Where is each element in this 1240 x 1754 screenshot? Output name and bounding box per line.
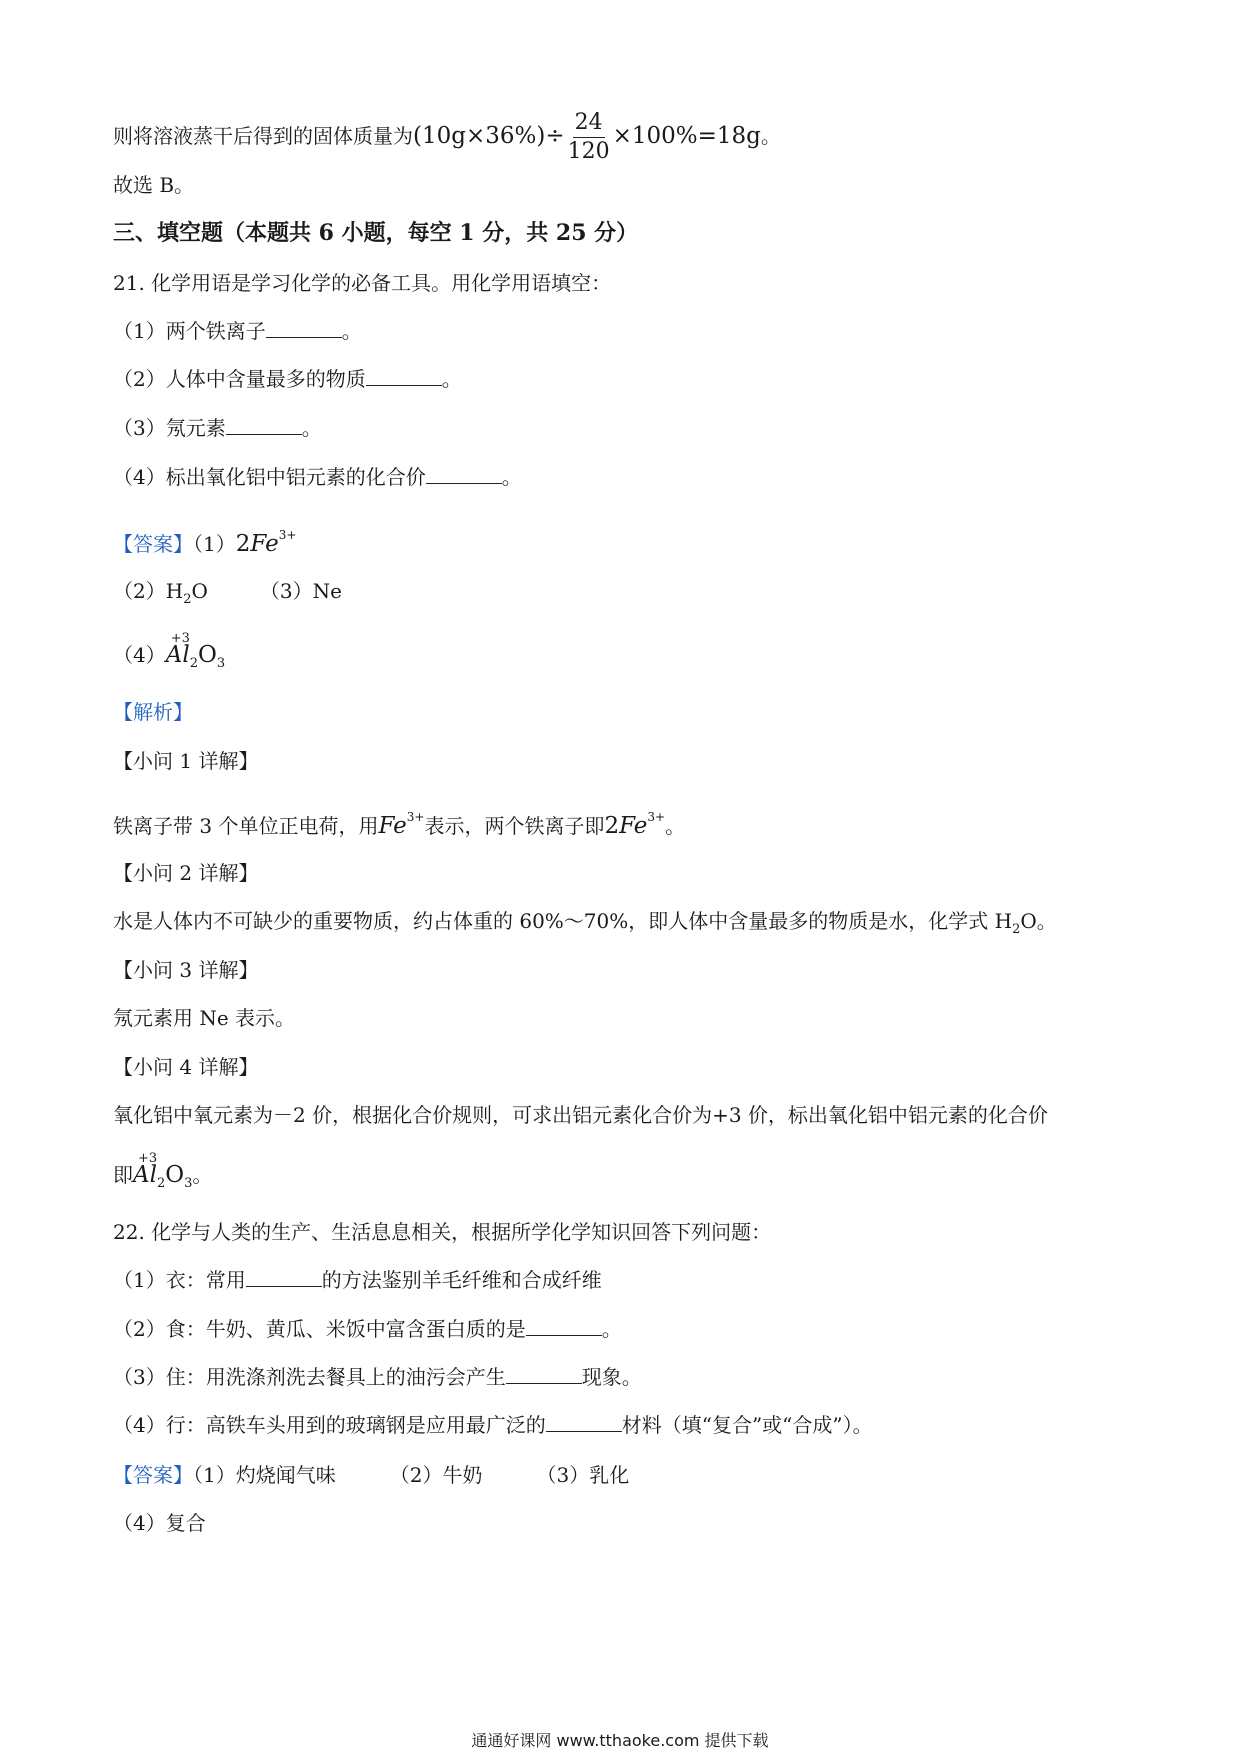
detail-4-title: 【小问 4 详解】 xyxy=(113,1055,259,1079)
formula-subscript: 3 xyxy=(216,656,226,671)
answer-blank xyxy=(226,416,302,435)
answer-label: （4） xyxy=(113,643,166,667)
answer-3: （3）Ne xyxy=(259,579,342,603)
item-text: （2）食：牛奶、黄瓜、米饭中富含蛋白质的是 xyxy=(113,1317,526,1341)
fraction-numerator: 24 xyxy=(573,112,605,138)
answer-2: （2）牛奶 xyxy=(389,1463,483,1487)
formula-subscript: 2 xyxy=(1012,922,1021,937)
q22-item-3 xyxy=(113,1362,642,1392)
fraction-denominator: 120 xyxy=(567,139,610,164)
detail-2-title: 【小问 2 详解】 xyxy=(113,861,259,885)
q22-item-4 xyxy=(113,1410,873,1440)
item-end: 。 xyxy=(301,416,322,440)
detail-1-title: 【小问 1 详解】 xyxy=(113,749,259,773)
item-text: （1）两个铁离子 xyxy=(113,319,266,343)
item-text: （3）住：用洗涤剂洗去餐具上的油污会产生 xyxy=(113,1365,506,1389)
answer-blank xyxy=(526,1317,602,1336)
section-title: 三、填空题（本题共 6 小题，每空 1 分，共 25 分） xyxy=(113,220,639,246)
q21-item-1 xyxy=(113,316,362,346)
ion-coefficient: 2 xyxy=(235,531,251,557)
calc-expr-close: ×100%=18g xyxy=(612,123,761,149)
detail-3-title: 【小问 3 详解】 xyxy=(113,958,259,982)
valence-mark: +3 xyxy=(170,631,190,646)
q21-item-3 xyxy=(113,413,322,443)
ion-symbol: Fe xyxy=(619,813,648,839)
formula-al: Al xyxy=(165,642,190,668)
page-footer: 通通好课网 www.tthaoke.com 提供下载 xyxy=(471,1731,769,1750)
detail-3-text: 氖元素用 Ne 表示。 xyxy=(113,1006,296,1030)
q21-stem: 21. 化学用语是学习化学的必备工具。用化学用语填空： xyxy=(113,271,612,295)
item-text: （4）标出氧化铝中铝元素的化合价 xyxy=(113,465,426,489)
calc-line xyxy=(113,112,781,163)
answer-blank xyxy=(366,367,442,386)
detail-text: 水是人体内不可缺少的重要物质，约占体重的 60%～70%，即人体中含量最多的物质是水，化学式 H xyxy=(113,909,1013,933)
answer-1: （1）灼烧闻气味 xyxy=(193,1463,336,1487)
calc-expr-open: (10g×36%)÷ xyxy=(413,123,565,149)
answer-3: （3）乳化 xyxy=(536,1463,630,1487)
q21-item-4 xyxy=(113,462,522,492)
formula-subscript: 2 xyxy=(156,1176,166,1191)
formula-o: O xyxy=(191,579,208,603)
q22-stem: 22. 化学与人类的生产、生活息息相关，根据所学化学知识回答下列问题： xyxy=(113,1220,772,1244)
q22-item-1 xyxy=(113,1265,602,1295)
detail-2-text xyxy=(113,906,1057,945)
answer-tag: 【答案】 xyxy=(113,532,193,556)
detail-text: 表示，两个铁离子即 xyxy=(424,814,605,838)
item-text: （4）行：高铁车头用到的玻璃钢是应用最广泛的 xyxy=(113,1413,546,1437)
q22-item-2 xyxy=(113,1314,622,1344)
fraction xyxy=(568,112,610,163)
valence-formula xyxy=(165,631,190,670)
formula-h: H xyxy=(165,579,184,603)
calc-suffix: 。 xyxy=(760,124,781,148)
answer-blank xyxy=(266,319,342,338)
q21-answer-line-3 xyxy=(113,631,226,679)
detail-text: 铁离子带 3 个单位正电荷，用 xyxy=(113,814,379,838)
formula-subscript: 2 xyxy=(183,592,192,607)
formula-al: Al xyxy=(133,1162,157,1188)
calc-prefix: 则将溶液蒸干后得到的固体质量为 xyxy=(113,124,413,148)
item-end: 。 xyxy=(441,367,462,391)
q22-answer-line-1 xyxy=(113,1460,629,1490)
item-end: 的方法鉴别羊毛纤维和合成纤维 xyxy=(321,1268,602,1292)
detail-1-text xyxy=(113,802,685,841)
ion-coefficient: 2 xyxy=(604,813,620,839)
formula-subscript: 2 xyxy=(189,656,198,671)
detail-text: 即 xyxy=(113,1163,133,1187)
answer-label: （2） xyxy=(113,579,166,603)
valence-mark: +3 xyxy=(138,1151,158,1166)
ion-symbol: Fe xyxy=(250,531,279,557)
q21-answer-line-2 xyxy=(113,576,342,615)
item-end: 材料（填“复合”或“合成”）。 xyxy=(621,1413,873,1437)
ion-charge: 3+ xyxy=(278,528,297,542)
item-end: 。 xyxy=(341,319,362,343)
formula-o: O xyxy=(165,1162,185,1188)
answer-blank xyxy=(246,1268,322,1287)
choose-line: 故选 B。 xyxy=(113,173,195,197)
item-text: （2）人体中含量最多的物质 xyxy=(113,367,366,391)
answer-blank xyxy=(426,465,502,484)
valence-formula xyxy=(133,1151,158,1190)
answer-blank xyxy=(546,1413,622,1432)
formula-o: O xyxy=(197,642,217,668)
ion-symbol: Fe xyxy=(378,813,407,839)
formula-subscript: 3 xyxy=(184,1176,193,1191)
ion-charge: 3+ xyxy=(647,810,666,824)
q22-answer-line-2: （4）复合 xyxy=(113,1511,206,1535)
analysis-tag: 【解析】 xyxy=(113,700,193,724)
detail-4-formula-line xyxy=(113,1151,213,1199)
item-end: 现象。 xyxy=(581,1365,642,1389)
item-text: （3）氖元素 xyxy=(113,416,226,440)
detail-end: 。 xyxy=(192,1163,213,1187)
detail-4-text: 氧化铝中氧元素为－2 价，根据化合价规则，可求出铝元素化合价为+3 价，标出氧化铝中铝元素的化合价 xyxy=(113,1103,1048,1127)
detail-end: 。 xyxy=(665,814,686,838)
item-end: 。 xyxy=(501,465,522,489)
answer-blank xyxy=(506,1365,582,1384)
q21-answer-line-1 xyxy=(113,520,296,559)
answer-tag: 【答案】 xyxy=(113,1463,193,1487)
item-text: （1）衣：常用 xyxy=(113,1268,246,1292)
detail-end: O。 xyxy=(1020,909,1057,933)
answer-label: （1） xyxy=(193,532,236,556)
q21-item-2 xyxy=(113,364,462,394)
item-end: 。 xyxy=(601,1317,622,1341)
ion-charge: 3+ xyxy=(406,810,425,824)
